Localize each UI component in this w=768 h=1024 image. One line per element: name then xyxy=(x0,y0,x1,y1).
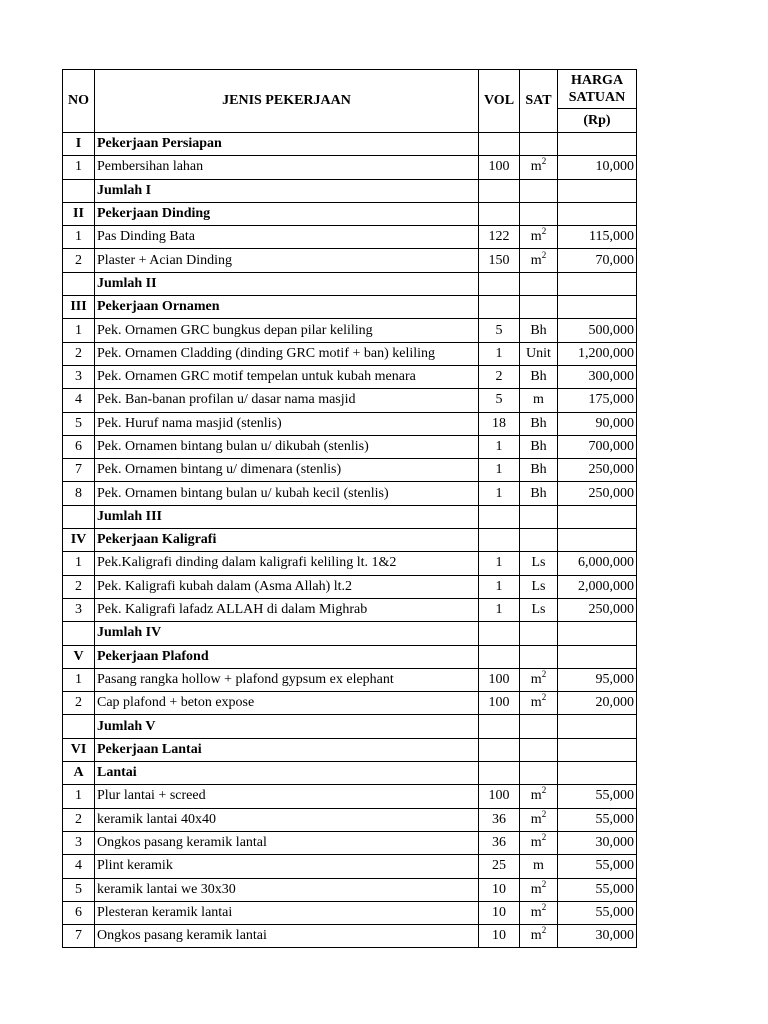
row-sat-unit: m xyxy=(530,835,542,851)
row-vol xyxy=(479,505,520,528)
row-price: 1,200,000 xyxy=(558,342,637,365)
row-sat xyxy=(520,785,558,808)
total-row xyxy=(63,179,637,202)
row-no: 3 xyxy=(63,365,95,388)
row-price xyxy=(558,645,637,668)
row-sat xyxy=(520,575,558,598)
row-price xyxy=(558,272,637,295)
row-name: Pekerjaan Persiapan xyxy=(95,133,479,156)
table-body xyxy=(63,70,637,948)
row-name: Jumlah V xyxy=(95,715,479,738)
row-no: A xyxy=(63,762,95,785)
row-sat xyxy=(520,762,558,785)
row-sat-unit: Ls xyxy=(531,602,546,618)
row-sat-unit: m xyxy=(530,229,542,245)
row-name: keramik lantai we 30x30 xyxy=(95,878,479,901)
row-no: 3 xyxy=(63,831,95,854)
row-sat xyxy=(520,342,558,365)
section-row xyxy=(63,529,637,552)
row-vol xyxy=(479,133,520,156)
row-name: Pek. Ornamen bintang u/ dimenara (stenlis) xyxy=(95,459,479,482)
row-price xyxy=(558,133,637,156)
row-name: Pek. Ornamen GRC motif tempelan untuk kubah menara xyxy=(95,365,479,388)
row-no: 6 xyxy=(63,435,95,458)
row-sat-unit: m xyxy=(530,811,542,827)
row-name: Pek. Kaligrafi kubah dalam (Asma Allah) lt.2 xyxy=(95,575,479,598)
row-no xyxy=(63,272,95,295)
row-price: 90,000 xyxy=(558,412,637,435)
table-row xyxy=(63,412,637,435)
table-row xyxy=(63,319,637,342)
row-name: Pasang rangka hollow + plafond gypsum ex elephant xyxy=(95,668,479,691)
row-sat-unit: Bh xyxy=(530,415,547,431)
header-rp: (Rp) xyxy=(558,109,637,133)
row-no: 7 xyxy=(63,925,95,948)
row-vol xyxy=(479,738,520,761)
table-row xyxy=(63,925,637,948)
row-no: 1 xyxy=(63,785,95,808)
row-sat-unit: Unit xyxy=(526,345,551,361)
row-vol: 36 xyxy=(479,808,520,831)
row-sat xyxy=(520,389,558,412)
row-sat xyxy=(520,365,558,388)
row-price: 700,000 xyxy=(558,435,637,458)
row-sat xyxy=(520,622,558,645)
row-price xyxy=(558,529,637,552)
row-sat-unit: m xyxy=(530,159,542,175)
section-row xyxy=(63,202,637,225)
table-row xyxy=(63,156,637,179)
table-row xyxy=(63,249,637,272)
row-vol: 10 xyxy=(479,901,520,924)
row-no: 5 xyxy=(63,412,95,435)
row-name: keramik lantai 40x40 xyxy=(95,808,479,831)
row-vol: 25 xyxy=(479,855,520,878)
row-no: 2 xyxy=(63,249,95,272)
row-sat xyxy=(520,319,558,342)
table-row xyxy=(63,435,637,458)
header-jenis-pekerjaan: JENIS PEKERJAAN xyxy=(95,70,479,133)
row-no: 6 xyxy=(63,901,95,924)
row-price: 300,000 xyxy=(558,365,637,388)
row-name: Pek. Ornamen Cladding (dinding GRC motif + ban) keliling xyxy=(95,342,479,365)
row-no: 1 xyxy=(63,552,95,575)
row-price: 70,000 xyxy=(558,249,637,272)
row-vol xyxy=(479,622,520,645)
row-price xyxy=(558,738,637,761)
row-price xyxy=(558,296,637,319)
row-sat xyxy=(520,296,558,319)
row-no xyxy=(63,179,95,202)
row-sat xyxy=(520,529,558,552)
table-row xyxy=(63,668,637,691)
total-row xyxy=(63,505,637,528)
row-name: Pek. Ornamen bintang bulan u/ kubah kecil (stenlis) xyxy=(95,482,479,505)
row-price: 10,000 xyxy=(558,156,637,179)
row-no: 2 xyxy=(63,808,95,831)
row-sat xyxy=(520,645,558,668)
row-price: 30,000 xyxy=(558,831,637,854)
row-no: 8 xyxy=(63,482,95,505)
row-vol: 1 xyxy=(479,435,520,458)
row-no xyxy=(63,622,95,645)
row-no: 4 xyxy=(63,855,95,878)
row-sat xyxy=(520,901,558,924)
row-no: IV xyxy=(63,529,95,552)
row-sat xyxy=(520,925,558,948)
row-sat-superscript: 2 xyxy=(541,808,547,819)
row-sat xyxy=(520,459,558,482)
row-sat xyxy=(520,552,558,575)
row-no: III xyxy=(63,296,95,319)
row-name: Lantai xyxy=(95,762,479,785)
row-sat xyxy=(520,435,558,458)
row-no: 3 xyxy=(63,598,95,621)
row-vol: 122 xyxy=(479,226,520,249)
row-price: 250,000 xyxy=(558,598,637,621)
row-vol: 18 xyxy=(479,412,520,435)
row-name: Pekerjaan Kaligrafi xyxy=(95,529,479,552)
row-sat xyxy=(520,249,558,272)
section-row xyxy=(63,645,637,668)
header-harga-line1: HARGA xyxy=(570,73,624,88)
row-price: 55,000 xyxy=(558,901,637,924)
row-vol: 1 xyxy=(479,342,520,365)
row-name: Jumlah III xyxy=(95,505,479,528)
row-name: Ongkos pasang keramik lantal xyxy=(95,831,479,854)
row-sat-superscript: 2 xyxy=(541,878,547,889)
row-name: Jumlah I xyxy=(95,179,479,202)
row-vol xyxy=(479,272,520,295)
row-name: Pekerjaan Ornamen xyxy=(95,296,479,319)
row-vol: 10 xyxy=(479,878,520,901)
row-sat-unit: m xyxy=(530,695,542,711)
row-no: 5 xyxy=(63,878,95,901)
row-no: 1 xyxy=(63,319,95,342)
row-sat-unit: Bh xyxy=(530,322,547,338)
row-vol: 1 xyxy=(479,459,520,482)
header-row-1 xyxy=(63,70,637,109)
row-sat-superscript: 2 xyxy=(541,156,547,167)
row-sat-superscript: 2 xyxy=(541,692,547,703)
table-row xyxy=(63,901,637,924)
header-harga-satuan xyxy=(558,70,637,109)
row-price: 175,000 xyxy=(558,389,637,412)
row-no: 4 xyxy=(63,389,95,412)
row-vol xyxy=(479,762,520,785)
row-price: 115,000 xyxy=(558,226,637,249)
row-sat xyxy=(520,156,558,179)
row-price xyxy=(558,505,637,528)
row-vol: 10 xyxy=(479,925,520,948)
row-sat-unit: Ls xyxy=(531,578,546,594)
row-sat xyxy=(520,272,558,295)
row-no: 1 xyxy=(63,668,95,691)
row-name: Pek.Kaligrafi dinding dalam kaligrafi keliling lt. 1&2 xyxy=(95,552,479,575)
row-sat-unit: m xyxy=(533,392,544,408)
total-row xyxy=(63,622,637,645)
table-row xyxy=(63,855,637,878)
row-vol: 100 xyxy=(479,668,520,691)
row-name: Plur lantai + screed xyxy=(95,785,479,808)
row-name: Pas Dinding Bata xyxy=(95,226,479,249)
row-price xyxy=(558,179,637,202)
row-no: 2 xyxy=(63,692,95,715)
row-vol: 100 xyxy=(479,156,520,179)
header-no: NO xyxy=(63,70,95,133)
row-price: 30,000 xyxy=(558,925,637,948)
row-price xyxy=(558,202,637,225)
row-name: Pekerjaan Lantai xyxy=(95,738,479,761)
row-sat xyxy=(520,715,558,738)
table-row xyxy=(63,482,637,505)
row-sat-superscript: 2 xyxy=(541,832,547,843)
row-name: Pek. Kaligrafi lafadz ALLAH di dalam Mighrab xyxy=(95,598,479,621)
row-sat-unit: m xyxy=(530,928,542,944)
table-row xyxy=(63,365,637,388)
row-sat-unit: m xyxy=(530,881,542,897)
table-row xyxy=(63,808,637,831)
row-no: VI xyxy=(63,738,95,761)
row-no xyxy=(63,715,95,738)
table-row xyxy=(63,226,637,249)
row-vol xyxy=(479,296,520,319)
row-vol: 2 xyxy=(479,365,520,388)
row-sat xyxy=(520,738,558,761)
row-sat xyxy=(520,482,558,505)
row-vol: 100 xyxy=(479,785,520,808)
row-sat-superscript: 2 xyxy=(541,249,547,260)
table-row xyxy=(63,389,637,412)
header-sat: SAT xyxy=(520,70,558,133)
row-price xyxy=(558,622,637,645)
row-name: Pekerjaan Dinding xyxy=(95,202,479,225)
row-sat-unit: m xyxy=(530,671,542,687)
row-price: 500,000 xyxy=(558,319,637,342)
row-name: Pek. Ornamen GRC bungkus depan pilar keliling xyxy=(95,319,479,342)
section-row xyxy=(63,296,637,319)
row-price: 20,000 xyxy=(558,692,637,715)
row-sat xyxy=(520,855,558,878)
row-name: Pek. Huruf nama masjid (stenlis) xyxy=(95,412,479,435)
row-sat-superscript: 2 xyxy=(541,925,547,936)
row-price: 55,000 xyxy=(558,878,637,901)
row-sat-unit: m xyxy=(530,904,542,920)
row-name: Ongkos pasang keramik lantai xyxy=(95,925,479,948)
row-sat xyxy=(520,808,558,831)
row-sat xyxy=(520,878,558,901)
row-vol xyxy=(479,529,520,552)
row-sat-superscript: 2 xyxy=(541,226,547,237)
row-sat-unit: m xyxy=(530,252,542,268)
total-row xyxy=(63,715,637,738)
row-sat-superscript: 2 xyxy=(541,785,547,796)
row-no: 1 xyxy=(63,156,95,179)
section-row xyxy=(63,738,637,761)
row-name: Cap plafond + beton expose xyxy=(95,692,479,715)
row-price: 6,000,000 xyxy=(558,552,637,575)
row-sat xyxy=(520,831,558,854)
row-sat xyxy=(520,179,558,202)
row-no: V xyxy=(63,645,95,668)
row-price: 2,000,000 xyxy=(558,575,637,598)
rab-table xyxy=(62,69,637,948)
row-sat-superscript: 2 xyxy=(541,901,547,912)
row-sat xyxy=(520,692,558,715)
row-price: 55,000 xyxy=(558,808,637,831)
row-no: II xyxy=(63,202,95,225)
row-sat xyxy=(520,226,558,249)
row-price xyxy=(558,715,637,738)
row-no xyxy=(63,505,95,528)
row-sat xyxy=(520,133,558,156)
section-row xyxy=(63,133,637,156)
row-sat xyxy=(520,412,558,435)
row-sat xyxy=(520,668,558,691)
row-sat xyxy=(520,505,558,528)
table-row xyxy=(63,598,637,621)
row-name: Plint keramik xyxy=(95,855,479,878)
row-vol xyxy=(479,645,520,668)
table-row xyxy=(63,342,637,365)
row-sat-unit: Ls xyxy=(531,555,546,571)
table-row xyxy=(63,575,637,598)
row-sat-superscript: 2 xyxy=(541,668,547,679)
row-price: 55,000 xyxy=(558,855,637,878)
row-no: 2 xyxy=(63,342,95,365)
row-name: Jumlah II xyxy=(95,272,479,295)
table-row xyxy=(63,785,637,808)
total-row xyxy=(63,272,637,295)
row-price: 55,000 xyxy=(558,785,637,808)
row-no: I xyxy=(63,133,95,156)
table-row xyxy=(63,459,637,482)
table-row xyxy=(63,692,637,715)
row-name: Plaster + Acian Dinding xyxy=(95,249,479,272)
row-name: Jumlah IV xyxy=(95,622,479,645)
row-sat-unit: Bh xyxy=(530,369,547,385)
row-vol: 1 xyxy=(479,598,520,621)
row-vol: 100 xyxy=(479,692,520,715)
row-sat-unit: Bh xyxy=(530,462,547,478)
row-sat-unit: Bh xyxy=(530,485,547,501)
row-name: Plesteran keramik lantai xyxy=(95,901,479,924)
row-vol xyxy=(479,202,520,225)
row-vol: 1 xyxy=(479,482,520,505)
row-vol: 1 xyxy=(479,575,520,598)
row-vol: 5 xyxy=(479,389,520,412)
row-vol xyxy=(479,715,520,738)
header-harga-line2: SATUAN xyxy=(568,90,626,105)
row-name: Pembersihan lahan xyxy=(95,156,479,179)
table-row xyxy=(63,552,637,575)
section-row xyxy=(63,762,637,785)
row-sat-unit: m xyxy=(530,788,542,804)
row-sat xyxy=(520,598,558,621)
row-sat-unit: m xyxy=(533,858,544,874)
row-vol: 1 xyxy=(479,552,520,575)
row-name: Pek. Ornamen bintang bulan u/ dikubah (stenlis) xyxy=(95,435,479,458)
row-price: 250,000 xyxy=(558,459,637,482)
row-price: 250,000 xyxy=(558,482,637,505)
row-no: 1 xyxy=(63,226,95,249)
table-row xyxy=(63,878,637,901)
row-vol: 5 xyxy=(479,319,520,342)
header-vol: VOL xyxy=(479,70,520,133)
row-no: 2 xyxy=(63,575,95,598)
row-sat-unit: Bh xyxy=(530,439,547,454)
row-vol: 36 xyxy=(479,831,520,854)
row-vol xyxy=(479,179,520,202)
row-no: 7 xyxy=(63,459,95,482)
row-name: Pekerjaan Plafond xyxy=(95,645,479,668)
row-name: Pek. Ban-banan profilan u/ dasar nama masjid xyxy=(95,389,479,412)
row-vol: 150 xyxy=(479,249,520,272)
row-sat xyxy=(520,202,558,225)
row-price: 95,000 xyxy=(558,668,637,691)
row-price xyxy=(558,762,637,785)
table-row xyxy=(63,831,637,854)
